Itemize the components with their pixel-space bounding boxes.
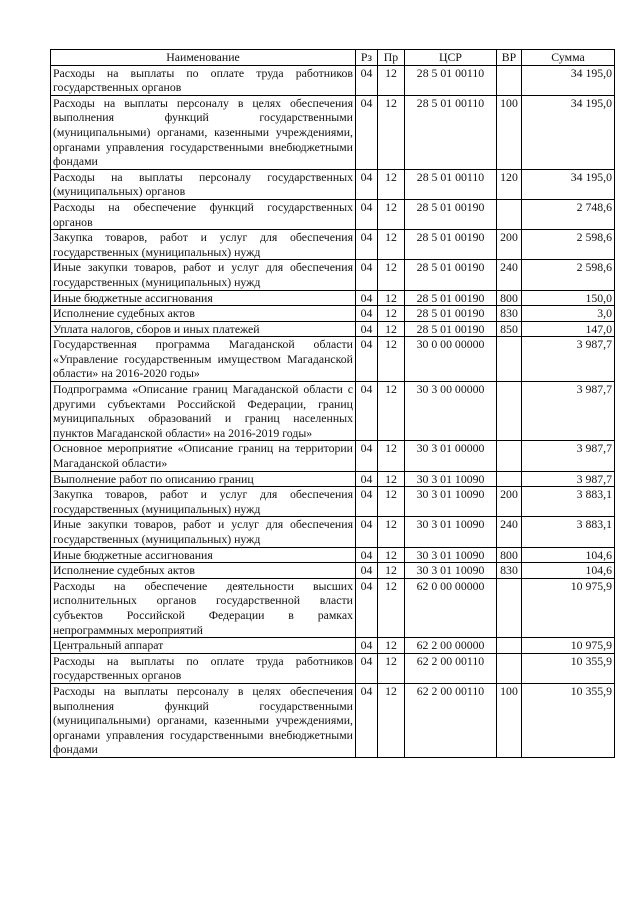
cell-pr: 12 [378,321,405,337]
cell-pr: 12 [378,260,405,290]
table-row [51,471,615,487]
cell-vr: 800 [497,547,522,563]
cell-sum: 2 598,6 [522,260,615,290]
cell-rz: 04 [356,290,378,306]
cell-csr: 30 3 00 00000 [405,382,497,441]
cell-rz: 04 [356,517,378,547]
cell-sum: 104,6 [522,563,615,579]
cell-vr: 850 [497,321,522,337]
cell-pr: 12 [378,441,405,471]
cell-rz: 04 [356,547,378,563]
cell-name: Исполнение судебных актов [51,563,356,579]
cell-csr: 30 3 01 10090 [405,487,497,517]
cell-vr: 830 [497,306,522,322]
budget-table [50,49,615,758]
cell-vr: 240 [497,517,522,547]
document-page [50,49,615,758]
cell-vr: 120 [497,169,522,199]
cell-sum: 34 195,0 [522,65,615,95]
cell-name: Расходы на обеспечение функций государственных органов [51,199,356,229]
cell-pr: 12 [378,382,405,441]
cell-vr [497,65,522,95]
cell-rz: 04 [356,578,378,637]
cell-name: Закупка товаров, работ и услуг для обеспечения государственных (муниципальных) нужд [51,487,356,517]
cell-name: Иные бюджетные ассигнования [51,547,356,563]
table-row [51,578,615,637]
cell-vr: 830 [497,563,522,579]
cell-name: Расходы на выплаты персоналу государственных (муниципальных) органов [51,169,356,199]
cell-rz: 04 [356,337,378,382]
cell-rz: 04 [356,95,378,169]
cell-rz: 04 [356,260,378,290]
cell-name: Государственная программа Магаданской области «Управление государственным имуществом Магаданской области» на 2016-2020 годы» [51,337,356,382]
cell-pr: 12 [378,487,405,517]
cell-rz: 04 [356,382,378,441]
cell-sum: 3 987,7 [522,382,615,441]
cell-name: Уплата налогов, сборов и иных платежей [51,321,356,337]
cell-sum: 104,6 [522,547,615,563]
column-header-vr: ВР [497,50,522,66]
cell-vr [497,638,522,654]
cell-csr: 30 3 01 10090 [405,563,497,579]
cell-sum: 2 598,6 [522,230,615,260]
cell-pr: 12 [378,199,405,229]
cell-vr: 200 [497,230,522,260]
table-row [51,321,615,337]
cell-rz: 04 [356,65,378,95]
cell-rz: 04 [356,487,378,517]
cell-sum: 150,0 [522,290,615,306]
cell-name: Расходы на выплаты персоналу в целях обеспечения выполнения функций государственными (муниципальными) органами, казенными учреждениями, органами управления государственными внебюджетными фондами [51,683,356,757]
table-row [51,199,615,229]
table-row [51,95,615,169]
column-header-rz: Рз [356,50,378,66]
table-body [51,65,615,757]
cell-sum: 10 355,9 [522,653,615,683]
table-row [51,441,615,471]
cell-name: Расходы на выплаты по оплате труда работников государственных органов [51,653,356,683]
cell-name: Иные бюджетные ассигнования [51,290,356,306]
table-row [51,638,615,654]
table-row [51,547,615,563]
table-row [51,653,615,683]
cell-csr: 28 5 01 00190 [405,321,497,337]
cell-rz: 04 [356,653,378,683]
cell-pr: 12 [378,169,405,199]
cell-pr: 12 [378,95,405,169]
cell-vr [497,653,522,683]
cell-rz: 04 [356,441,378,471]
cell-csr: 30 3 01 10090 [405,547,497,563]
cell-csr: 30 3 01 10090 [405,471,497,487]
cell-csr: 28 5 01 00190 [405,290,497,306]
cell-sum: 147,0 [522,321,615,337]
cell-rz: 04 [356,169,378,199]
cell-name: Расходы на выплаты по оплате труда работников государственных органов [51,65,356,95]
cell-csr: 62 2 00 00110 [405,653,497,683]
cell-pr: 12 [378,290,405,306]
table-row [51,230,615,260]
cell-pr: 12 [378,653,405,683]
table-row [51,337,615,382]
cell-csr: 28 5 01 00110 [405,65,497,95]
cell-pr: 12 [378,230,405,260]
cell-csr: 28 5 01 00110 [405,95,497,169]
cell-csr: 30 0 00 00000 [405,337,497,382]
cell-sum: 3 987,7 [522,471,615,487]
table-row [51,169,615,199]
cell-name: Иные закупки товаров, работ и услуг для обеспечения государственных (муниципальных) нужд [51,260,356,290]
table-header [51,50,615,66]
cell-rz: 04 [356,638,378,654]
cell-rz: 04 [356,230,378,260]
cell-vr: 240 [497,260,522,290]
cell-vr [497,471,522,487]
cell-rz: 04 [356,199,378,229]
cell-name: Центральный аппарат [51,638,356,654]
cell-pr: 12 [378,517,405,547]
column-header-csr: ЦСР [405,50,497,66]
cell-vr: 800 [497,290,522,306]
cell-vr [497,199,522,229]
table-row [51,65,615,95]
cell-csr: 30 3 01 00000 [405,441,497,471]
cell-sum: 3 883,1 [522,487,615,517]
cell-name: Расходы на выплаты персоналу в целях обеспечения выполнения функций государственными (муниципальными) органами, казенными учреждениями, органами управления государственными внебюджетными фондами [51,95,356,169]
cell-rz: 04 [356,306,378,322]
cell-pr: 12 [378,578,405,637]
column-header-name: Наименование [51,50,356,66]
cell-name: Выполнение работ по описанию границ [51,471,356,487]
cell-name: Исполнение судебных актов [51,306,356,322]
cell-vr [497,337,522,382]
cell-csr: 30 3 01 10090 [405,517,497,547]
cell-rz: 04 [356,683,378,757]
cell-sum: 3,0 [522,306,615,322]
cell-sum: 10 975,9 [522,638,615,654]
cell-csr: 62 0 00 00000 [405,578,497,637]
cell-sum: 10 355,9 [522,683,615,757]
table-row [51,683,615,757]
cell-csr: 62 2 00 00110 [405,683,497,757]
cell-pr: 12 [378,471,405,487]
cell-sum: 3 987,7 [522,441,615,471]
cell-csr: 28 5 01 00190 [405,230,497,260]
cell-pr: 12 [378,65,405,95]
table-row [51,290,615,306]
cell-vr: 100 [497,95,522,169]
cell-csr: 28 5 01 00190 [405,306,497,322]
column-header-sum: Сумма [522,50,615,66]
cell-sum: 34 195,0 [522,169,615,199]
cell-name: Подпрограмма «Описание границ Магаданской области с другими субъектами Российской Федерации, границ муниципальных образований и границ населенных пунктов Магаданской области» на 2016-2019 годы» [51,382,356,441]
cell-sum: 10 975,9 [522,578,615,637]
table-row [51,382,615,441]
cell-sum: 2 748,6 [522,199,615,229]
cell-name: Расходы на обеспечение деятельности высших исполнительных органов государственной власти субъектов Российской Федерации в рамках непрограммных мероприятий [51,578,356,637]
cell-vr [497,382,522,441]
table-row [51,487,615,517]
cell-pr: 12 [378,638,405,654]
table-row [51,517,615,547]
cell-sum: 3 883,1 [522,517,615,547]
cell-sum: 34 195,0 [522,95,615,169]
cell-vr: 200 [497,487,522,517]
cell-vr [497,441,522,471]
table-row [51,306,615,322]
cell-csr: 28 5 01 00110 [405,169,497,199]
cell-pr: 12 [378,306,405,322]
cell-pr: 12 [378,683,405,757]
cell-name: Основное мероприятие «Описание границ на территории Магаданской области» [51,441,356,471]
cell-rz: 04 [356,471,378,487]
cell-pr: 12 [378,547,405,563]
column-header-pr: Пр [378,50,405,66]
cell-vr [497,578,522,637]
cell-csr: 28 5 01 00190 [405,199,497,229]
table-row [51,260,615,290]
cell-rz: 04 [356,321,378,337]
cell-pr: 12 [378,337,405,382]
cell-name: Закупка товаров, работ и услуг для обеспечения государственных (муниципальных) нужд [51,230,356,260]
cell-csr: 62 2 00 00000 [405,638,497,654]
cell-name: Иные закупки товаров, работ и услуг для обеспечения государственных (муниципальных) нужд [51,517,356,547]
cell-pr: 12 [378,563,405,579]
table-row [51,563,615,579]
cell-rz: 04 [356,563,378,579]
cell-vr: 100 [497,683,522,757]
cell-csr: 28 5 01 00190 [405,260,497,290]
cell-sum: 3 987,7 [522,337,615,382]
